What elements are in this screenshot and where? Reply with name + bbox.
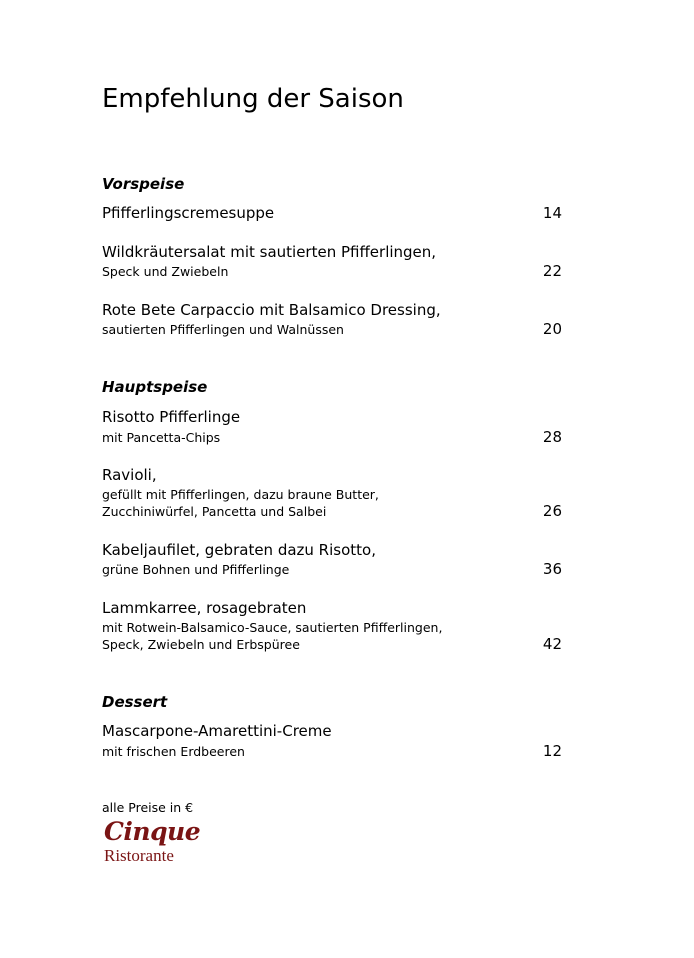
item-price: 26 [542, 502, 562, 520]
item-price: 20 [542, 320, 562, 338]
item-price: 36 [542, 560, 562, 578]
item-description: Speck, Zwiebeln und Erbspüree [102, 637, 300, 652]
item-name: Kabeljaufilet, gebraten dazu Risotto, [102, 541, 376, 559]
item-name: Pfifferlingscremesuppe [102, 204, 275, 222]
item-description: Zucchiniwürfel, Pancetta und Salbei [102, 504, 327, 519]
item-name: Ravioli, [102, 466, 157, 484]
item-description: mit frischen Erdbeeren [102, 744, 245, 759]
item-description: gefüllt mit Pfifferlingen, dazu braune Butter, [102, 487, 379, 502]
item-price: 42 [542, 635, 562, 653]
section-title: Dessert [102, 693, 168, 711]
item-name: Risotto Pfifferlinge [102, 408, 241, 426]
item-name: Lammkarree, rosagebraten [102, 599, 307, 617]
price-note: alle Preise in € [102, 800, 194, 815]
item-name: Wildkräutersalat mit sautierten Pfifferlingen, [102, 243, 437, 261]
item-price: 12 [542, 742, 562, 760]
item-description: mit Rotwein-Balsamico-Sauce, sautierten Pfifferlingen, [102, 620, 443, 635]
item-name: Rote Bete Carpaccio mit Balsamico Dressing, [102, 301, 441, 319]
item-description: Speck und Zwiebeln [102, 264, 229, 279]
section-title: Vorspeise [102, 175, 185, 193]
logo-subtitle: Ristorante [104, 846, 174, 865]
restaurant-logo [104, 818, 200, 866]
item-price: 22 [542, 262, 562, 280]
item-description: grüne Bohnen und Pfifferlinge [102, 562, 290, 577]
item-description: mit Pancetta-Chips [102, 430, 221, 445]
page-title: Empfehlung der Saison [102, 84, 404, 114]
item-description: sautierten Pfifferlingen und Walnüssen [102, 322, 344, 337]
item-price: 14 [542, 204, 562, 222]
logo-wordmark: Cinque [104, 817, 201, 846]
item-price: 28 [542, 428, 562, 446]
section-title: Hauptspeise [102, 378, 208, 396]
item-name: Mascarpone-Amarettini-Creme [102, 722, 332, 740]
